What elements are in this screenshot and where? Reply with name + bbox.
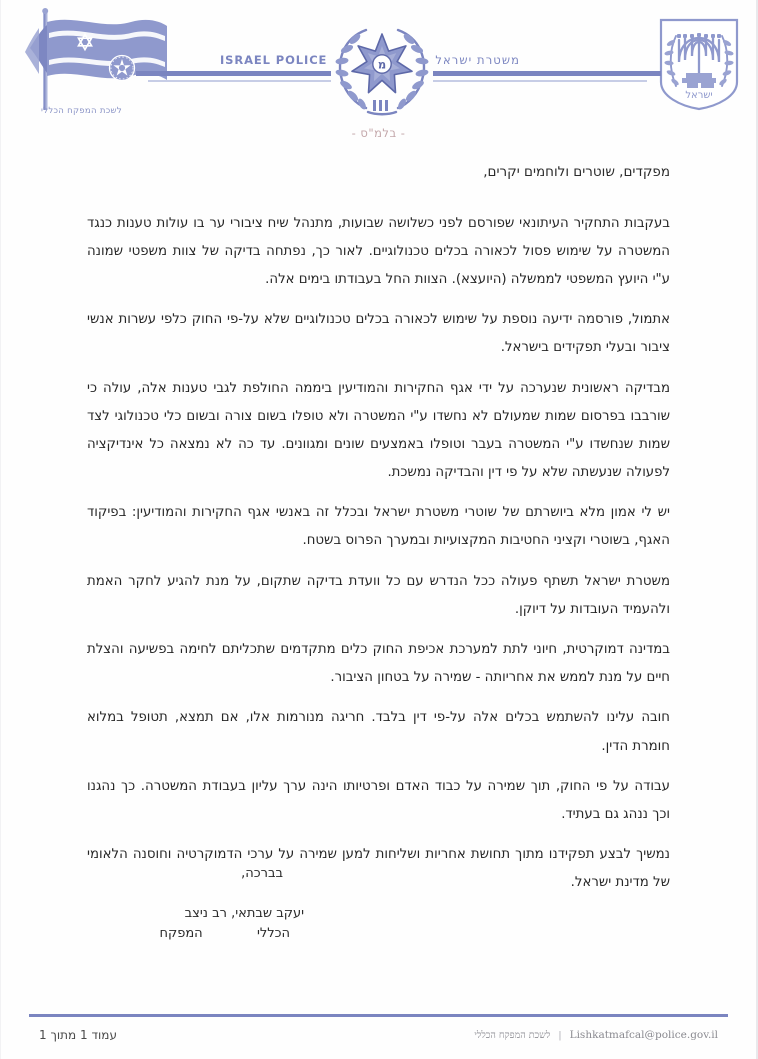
header-rule-left-thick	[136, 71, 331, 76]
wordmark-hebrew: משטרת ישראל	[435, 53, 520, 67]
state-of-israel-emblem-icon	[656, 16, 742, 112]
salutation: מפקדים, שוטרים ולוחמים יקרים,	[483, 164, 670, 180]
paragraph: חובה עלינו להשתמש בכלים אלה על-פי דין בלבד. חריגה מנורמות אלו, אם תמצא, תטופל במלוא חומרת הדין.	[87, 710, 670, 754]
signature-title	[159, 926, 290, 941]
israeli-flag-with-police-emblem-icon	[15, 8, 205, 118]
header-rule-left-thin	[148, 80, 331, 82]
header-rule-right-thick	[433, 71, 661, 76]
signature-regards: בברכה,	[241, 866, 283, 881]
signature-title-suffix: המפקח	[159, 926, 203, 941]
footer-page-indicator: עמוד 1 מתוך 1	[39, 1028, 117, 1042]
footer	[31, 1028, 726, 1052]
letter-body	[87, 162, 670, 898]
footer-rule	[29, 1014, 728, 1017]
state-emblem-text: ישראל	[685, 90, 713, 101]
wordmark-english: ISRAEL POLICE	[220, 53, 328, 67]
paragraph: משטרת ישראל תשתף פעולה ככל הנדרש עם כל וועדת בדיקה שתקום, על מנת להגיע לחקר האמת ולהעמיד העובדות על דיוקן.	[87, 573, 670, 617]
footer-email[interactable]: Lishkatmafcal@police.gov.il	[569, 1029, 718, 1041]
footer-office: לשכת המפקח הכללי	[474, 1030, 551, 1041]
israel-police-emblem-icon	[330, 20, 434, 116]
letterhead	[1, 0, 756, 122]
signature-name: יעקב שבתאי, רב ניצב	[184, 906, 304, 921]
paragraph: בעקבות התחקיר העיתונאי שפורסם לפני כשלושה שבועות, מתנהל שיח ציבורי ער בו עולות טענות כנגד המשטרה על שימוש פסול לכאורה בכלים טכנולוגיים. לאור כך, נפתחה בדיקה של צוות משפטי שמונה ע"י היועץ המשפטי לממשלה (היועצא). הצוות החל בעבודתו בימים אלה.	[87, 215, 670, 287]
paragraph: מבדיקה ראשונית שנערכה על ידי אגף החקירות והמודיעין ביממה החולפת לגבי טענות אלה, עולה כי שורבבו בפרסום שמות שמעולם לא נחשדו ע"י המשטרה ולא טופלו בשום צורה ובשום כלי טכנולוגי לצד שמות שנחשדו ע"י המשטרה בעבר וטופלו באמצעים שונים ומגוונים. עד כה לא נמצאה כל אינדיקציה לפעולה שנעשתה שלא על פי דין והבדיקה נמשכת.	[87, 380, 670, 481]
paragraph: אתמול, פורסמה ידיעה נוספת על שימוש לכאורה בכלים טכנולוגיים שלא על-פי החוק כלפי עשרות אנשי ציבור ובעלי תפקידים בישראל.	[87, 312, 670, 356]
flag-caption: לשכת המפקח הכללי	[41, 106, 122, 116]
police-star-letter: מ	[377, 57, 387, 72]
paragraph: במדינה דמוקרטית, חיוני לתת למערכת אכיפת החוק כלים מתקדמים שתכליתם לחימה בפשיעה והצלת חיים על מנת לממש את אחריותה - שמירה על בטחון הציבור.	[87, 642, 670, 686]
footer-separator: |	[558, 1030, 562, 1041]
paragraph: נמשיך לבצע תפקידנו מתוך תחושת אחריות ושליחות למען שמירה על ערכי הדמוקרטיה וחוסנה הלאומי של מדינת ישראל.	[87, 847, 670, 891]
footer-contact	[474, 1029, 718, 1041]
classification-marking: - בלמ"ס -	[351, 126, 406, 140]
signature-title-prefix: הכללי	[256, 926, 290, 941]
paragraph: עבודה על פי החוק, תוך שמירה על כבוד האדם ופרטיותו הינה ערך עליון בעבודת המשטרה. כך נהגנו וכך ננהג גם בעתיד.	[87, 778, 670, 822]
paragraph: יש לי אמון מלא ביושרתם של שוטרי משטרת ישראל ובכלל זה באנשי אגף החקירות והמודיעין: בפיקוד האגף, בשוטרי וקציני החטיבות המקצועיות ובמערך הפרוס בשטח.	[87, 505, 670, 549]
header-rule-right-thin	[433, 80, 647, 82]
